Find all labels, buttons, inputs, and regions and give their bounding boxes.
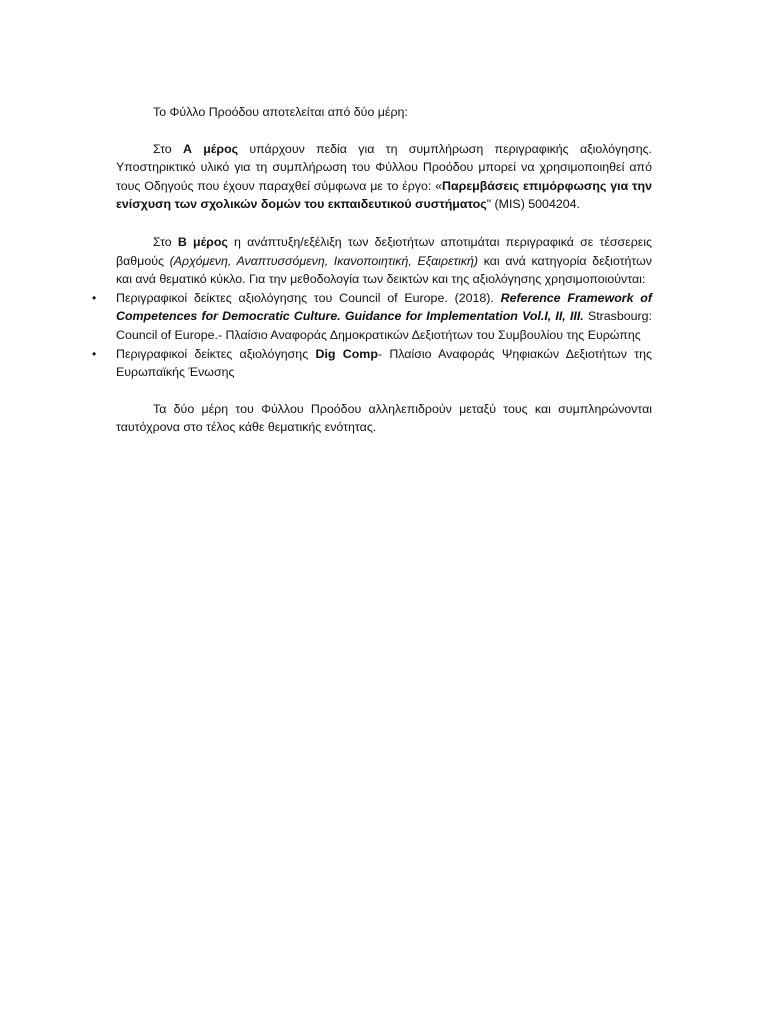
part-b-label: Β μέρος xyxy=(177,234,228,249)
intro-paragraph: Το Φύλλο Προόδου αποτελείται από δύο μέρη: xyxy=(153,105,408,119)
assessment-levels: (Αρχόμενη, Αναπτυσσόμενη, Ικανοποιητική, Εξαιρετική) xyxy=(169,253,479,268)
part-a-paragraph xyxy=(116,140,652,214)
project-title: Παρεμβάσεις επιμόρφωσης για την ενίσχυση των σχολικών δομών του εκπαιδευτικού συστήματος xyxy=(116,178,653,212)
bullet-icon: • xyxy=(92,290,97,305)
part-b-paragraph xyxy=(116,233,652,289)
part-b-prefix: Στο xyxy=(153,234,178,249)
indicator-list xyxy=(92,289,652,382)
part-b-text: η ανάπτυξη/εξέλιξη των δεξιοτήτων αποτιμάται περιγραφικά σε τέσσερεις βαθμούς xyxy=(116,234,652,268)
bullet-emphasis: Dig Comp xyxy=(315,346,378,361)
bullet-text-2: - Πλαίσιο Αναφοράς Ψηφιακών Δεξιοτήτων της Ευρωπαϊκής Ένωσης xyxy=(116,346,652,380)
closing-paragraph: Τα δύο μέρη του Φύλλου Προόδου αλληλεπιδρούν μεταξύ τους και συμπληρώνονται ταυτόχρονα στο τέλος κάθε θεματικής ενότητας. xyxy=(116,401,652,435)
bullet-emphasis: Reference Framework of Competences for Democratic Culture. Guidance for Implementation Vol.I, II, III. xyxy=(116,290,652,324)
part-a-prefix: Στο xyxy=(153,141,183,156)
bullet-text: Περιγραφικοί δείκτες αξιολόγησης xyxy=(116,346,316,361)
bullet-text-2: Strasbourg: Council of Europe.- Πλαίσιο Αναφοράς Δημοκρατικών Δεξιοτήτων του Συμβουλίου της Ευρώπης xyxy=(116,309,652,342)
document-page xyxy=(92,103,653,437)
part-a-text: υπάρχουν πεδία για τη συμπλήρωση περιγραφικής αξιολόγησης. Υποστηρικτικό υλικό για τη συμπλήρωση του Φύλλου Προόδου μπορεί να χρησιμοποιηθεί από τους Οδηγούς που έχουν παραχθεί σύμφωνα με το έργο: « xyxy=(116,141,653,193)
bullet-icon: • xyxy=(92,346,97,361)
part-b-text-2: και ανά κατηγορία δεξιοτήτων και ανά θεματικό κύκλο. Για την μεθοδολογία των δεικτών και της αξιολόγησης χρησιμοποιούνται: xyxy=(116,253,653,287)
list-item xyxy=(92,289,652,345)
part-a-suffix: " (MIS) 5004204. xyxy=(486,197,580,212)
list-item xyxy=(92,345,652,382)
bullet-text: Περιγραφικοί δείκτες αξιολόγησης του Council of Europe. (2018). xyxy=(116,290,501,305)
part-a-label: Α μέρος xyxy=(182,141,239,156)
